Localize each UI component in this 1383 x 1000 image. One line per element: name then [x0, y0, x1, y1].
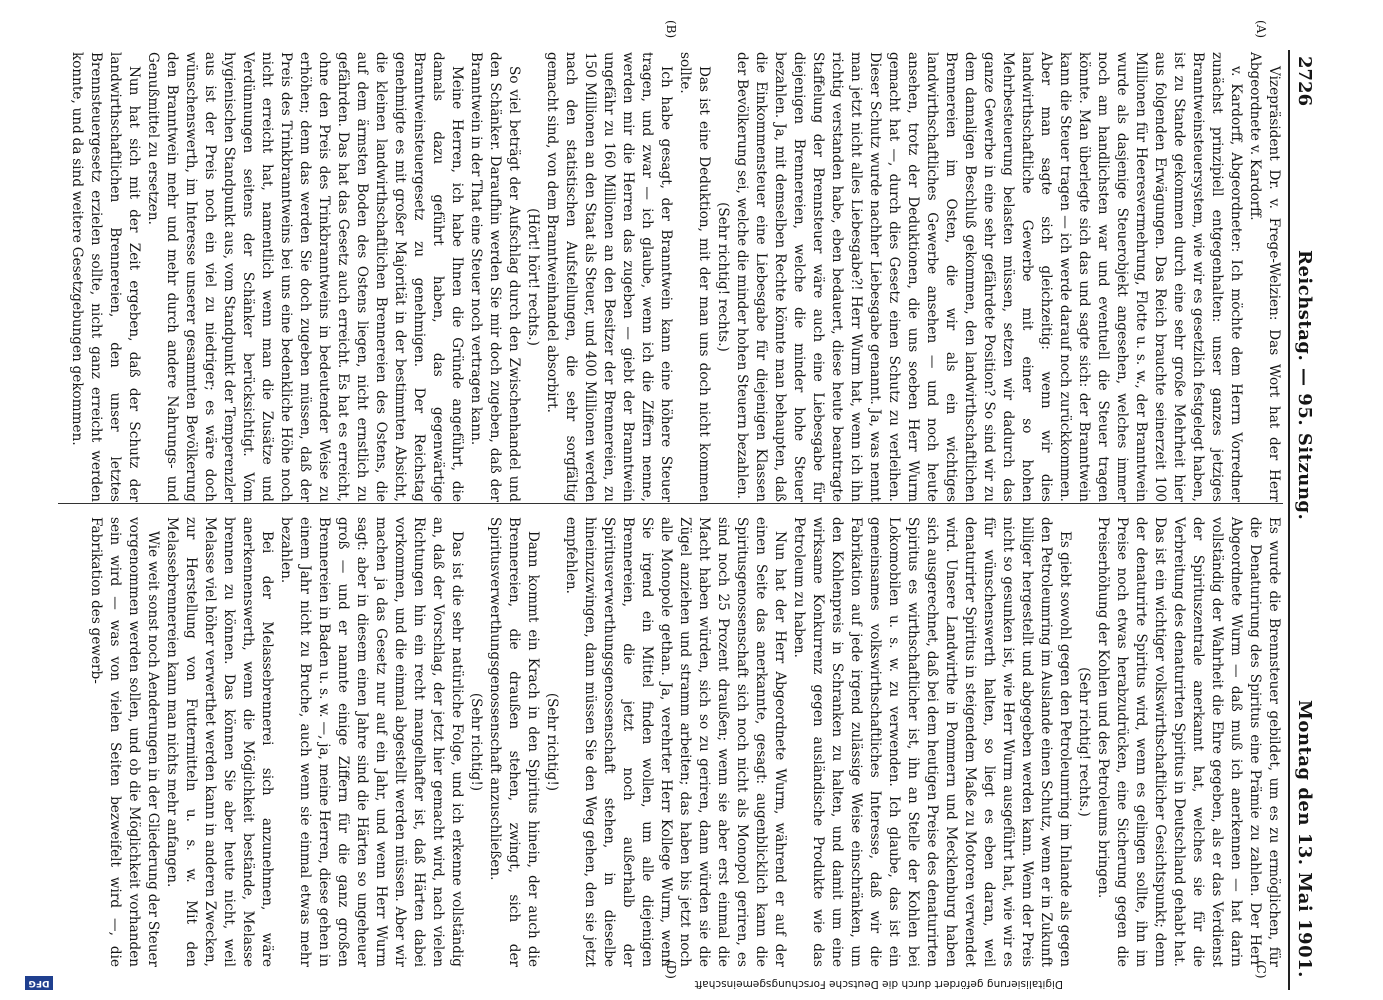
paragraph: Bei der Melassebrennerei sich anzunehmen, wäre anerkennenswerth, wenn die Möglichkeit bestände, Melasse brennen zu können. Das können Sie aber heute nicht, weil Melasse viel höher verwerthet werden kann in anderen Zwecken, zur Herstellung von Futtermitteln u. s. w. Mit den Melassebrennereien kann man nichts mehr anfangen. [164, 517, 275, 967]
paragraph: Meine Herren, ich habe Ihnen die Gründe angeführt, die damals dazu geführt haben, das gegenwärtige Branntweinsteuergesetz zu genehmigen. Der Reichstag genehmigte es mit großer Majorität in der bestimmten Absicht, die kleinen landwirthschaftlichen Brennereien des Ostens, die auf dem ärmsten Boden des Ostens liegen, nicht ernstlich zu gefährden. Das hat das Gesetz auch erreicht. Es hat es erreicht, ohne den Preis des Trinkbranntweins in bedeutender Weise zu erhöhen; denn das werden Sie doch zugeben müssen, daß der Preis des Trinkbranntweins bei uns eine bedenkliche Höhe noch nicht erreicht hat, namentlich wenn man die Zusätze und Verdünnungen seitens der Schänker berücksichtigt. Vom hygienischen Standpunkt aus, vom Standpunkt der Temperenzler aus ist der Preis noch ein viel zu niedriger; es wäre doch wünschenswerth, im Interesse unserer gesammten Bevölkerung den Branntwein mehr und mehr durch andere Nahrungs- und Genußmittel zu ersetzen. [145, 52, 465, 502]
margin-letter-a: (A) [1254, 20, 1268, 39]
column-divider [58, 503, 1283, 504]
margin-letter-d: (D) [664, 960, 678, 979]
paragraph: So viel beträgt der Aufschlag durch den Zwischenhandel und den Schänker. Daraufhin werden Sie mir doch zugeben, daß der Branntwein in der That eine Steuer noch vertragen kann. [468, 52, 522, 502]
paragraph: Wie weit sonst noch Aenderungen in der Gliederung der Steuer vorgenommen werden sollen, und ob die Möglichkeit vorhanden sein wird — was von vielen Seiten bezweifelt wird —, die Fabrikation des gewerb- [88, 517, 161, 967]
dfg-logo: DFG [25, 976, 53, 990]
right-column [86, 517, 1283, 967]
paragraph: Vizepräsident Dr. v. Frege-Welzien: Das Wort hat der Herr Abgeordnete v. Kardorff. [1247, 52, 1282, 502]
margin-letter-b: (B) [664, 20, 678, 39]
interjection: (Hört! hört! rechts.) [525, 208, 541, 346]
interjection: (Sehr richtig!) [468, 692, 484, 792]
paragraph: Es wurde die Brennsteuer gebildet, um es zu ermöglichen, für die Denaturirung des Spiritus eine Prämie zu zahlen. Der Herr Abgeordnete Wurm — daß muß ich anerkennen — hat darin vollständig der Wahrheit die Ehre gegeben, als er das Verdienst der Spirituszentrale anerkannt hat, welches sie für die Verbreitung des denaturirten Spiritus in Deutschland gehabt hat. Das ist ein wichtiger volkswirthschaftlicher Gesichtspunkt; denn der denaturirte Spiritus wird, wenn es gelingen sollte, ihn im Preise noch etwas herabzudrücken, eine Sicherung gegen die Preiserhöhung der Kohlen und des Petroleums bringen. [1095, 517, 1282, 967]
paragraph: Das ist die sehr natürliche Folge, und ich erkenne vollständig an, daß der Vorschlag, der jetzt hier gemacht wird, nach vielen Richtungen hin ein recht mangelhafter ist, daß Härten dabei vorkommen, und die einmal abgestellt werden müssen. Aber wir machen ja das Gesetz nur auf ein Jahr, und wenn Herr Wurm sagt: aber in diesem einen Jahre sind die Härten so ungeheuer groß — und er nannte einige Ziffern für die ganz großen Brennereien in Baden u. s. w. —, ja, meine Herren, diese gehen in einem Jahr nicht zu Bruche, auch wenn sie einmal etwas mehr bezahlen. [278, 517, 465, 967]
page-number: 2726 [1294, 56, 1315, 107]
left-column [67, 52, 1283, 502]
interjection: (Sehr richtig! rechts.) [1076, 667, 1092, 817]
paragraph: Nun hat der Herr Abgeordnete Wurm, während er auf der einen Seite das anerkannte, gesagt: augenblicklich kann die Spiritusgenossenschaft sich noch nicht als Monopol geriren, es sind noch 25 Prozent draußen; wenn sie aber erst einmal die Macht haben würden, sich so zu geriren, dann würden sie die Zügel anziehen und stramm arbeiten; das haben bis jetzt noch alle Monopole gethan. Ja, verehrter Herr Kollege Wurm, wenn Sie irgend ein Mittel finden wollen, um alle diejenigen Brennereien, die jetzt noch außerhalb der Spiritusverwerthungsgenossenschaft stehen, in dieselbe hineinzuzwingen, dann müssen Sie den Weg gehen, den sie jetzt empfehlen. [563, 517, 788, 967]
interjection: (Sehr richtig!) [544, 692, 560, 792]
paragraph: Es giebt sowohl gegen den Petroleumring im Inlande als gegen den Petroleumring im Auslande einen Schutz, wenn er in Zukunft billiger hergestellt und abgegeben werden kann. Wenn der Preis nicht so gesunken ist, wie Herr Wurm ausgeführt hat, wie wir es für wünschenswerth halten, so liegt es eben daran, weil denaturirter Spiritus in steigendem Maße zu Motoren verwendet wird. Unsere Landwirthe in Pommern und Mecklenburg haben sich ausgerechnet, daß bei dem heutigen Preise des denaturirten Spiritus es wirthschaftlicher ist, ihn an Stelle der Kohlen bei Lokomobilen u. s. w. zu verwenden. Ich glaube, das ist ein gemeinsames volkswirthschaftliches Interesse, daß wir die Fabrikation auf jede irgend zulässige Weise einschränken, um den Kohlenpreis in Schranken zu halten, und damit um eine wirksame Konkurrenz gegen ausländische Produkte wie das Petroleum zu haben. [791, 517, 1073, 967]
paragraph: Nun hat sich mit der Zeit ergeben, daß der Schutz der landwirthschaftlichen Brennereien, den unser letztes Brennsteuergesetz erzielen sollte, nicht ganz erreicht werden konnte, und da sind weitere Gesetzgebungen gekommen. [69, 52, 142, 502]
interjection: (Sehr richtig! rechts.) [715, 202, 731, 352]
paragraph: Dann kommt ein Krach in den Spiritus hinein, der auch die Brennereien, die draußen stehen, zwingt, sich der Spiritusverwerthungsgenossenschaft anzuschließen. [487, 517, 541, 967]
paragraph: Ich habe gesagt, der Branntwein kann eine höhere Steuer tragen, und zwar — ich glaube, wenn ich die Ziffern nenne, werden mir die Herren das zugeben — giebt der Branntwein ungefähr zu 160 Millionen an den Besitzer der Brennereien, zu 150 Millionen an den Staat als Steuer, und 400 Millionen werden nach den statistischen Aufstellungen, die sehr sorgfältig gemacht sind, von dem Branntweinhandel absorbirt. [544, 52, 674, 502]
digitization-strip [0, 964, 1383, 1000]
paragraph: Das ist eine Deduktion, mit der man uns doch nicht kommen sollte. [677, 52, 712, 502]
paragraph: v. Kardorff, Abgeordneter: Ich möchte dem Herrn Vorredner zunächst prinzipiell entgegenhalten: unser ganzes jetziges Branntweinsteuersystem, wie wir es gesetzlich festgelegt haben, ist zu Stande gekommen durch eine sehr große Mehrheit hier aus folgenden Erwägungen. Das Reich brauchte seinerzeit 100 Millionen für Heeresvermehrung, Flotte u. s. w., der Branntwein wurde als dasjenige Steuerobjekt angesehen, welches immer noch am handlichsten war und eventuell die Steuer tragen könnte. Man überlegte sich das und sagte sich: der Branntwein kann die Steuer tragen — ich werde darauf noch zurückkommen. Aber man sagte sich gleichzeitig: wenn wir dies landwirthschaftliche Gewerbe mit einer so hohen Mehrbesteuerung belasten müssen, setzen wir dadurch das ganze Gewerbe in eine sehr gefährdete Position? So sind wir zu dem damaligen Beschluß gekommen, den landwirthschaftlichen Brennereien im Osten, die wir als ein wichtiges landwirthschaftliches Gewerbe ansehen — und noch heute ansehen, trotz der Deduktionen, die uns soeben Herr Wurm gemacht hat —, durch dies Gesetz einen Schutz zu verleihen. Dieser Schutz wurde nachher Liebesgabe genannt. Ja, was nennt man jetzt nicht alles Liebesgabe?! Herr Wurm hat, wenn ich ihn richtig verstanden habe, eben bedauert, diese heute beantragte Staffelung der Brennsteuer wäre auch eine Liebesgabe für diejenigen Brennereien, welche die minder hohe Steuer bezahlen. Ja, mit demselben Rechte könnte man behaupten, daß die Einkommensteuer eine Liebesgabe für diejenigen Klassen der Bevölkerung sei, welche die minder hohen Steuern bezahlen. [734, 52, 1244, 502]
page-date: Montag den 13. Mai 1901. [1294, 700, 1315, 978]
digitization-note: Digitalisierung gefördert durch die Deutsche Forschungsgemeinschaft [694, 978, 1063, 990]
margin-letter-c: (C) [1254, 960, 1268, 979]
page-title: Reichstag. — 95. Sitzung. [1294, 250, 1315, 521]
header-rule [1288, 50, 1290, 990]
page-header [1283, 0, 1383, 1000]
